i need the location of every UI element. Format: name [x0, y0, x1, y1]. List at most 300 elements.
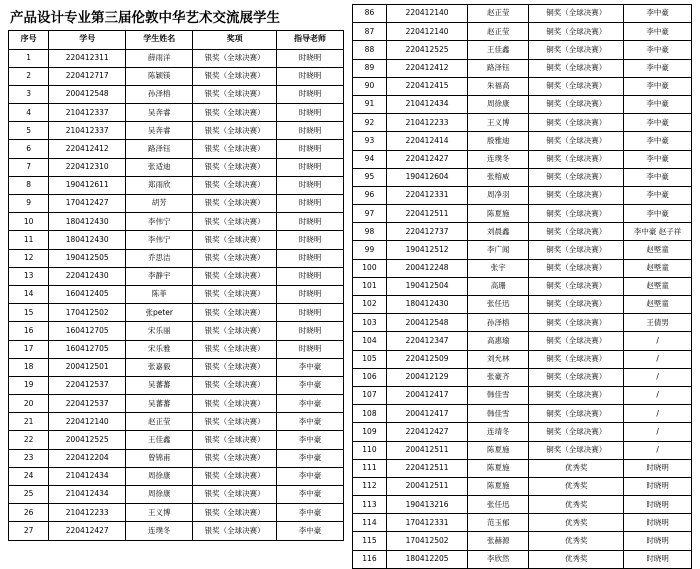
cell-teacher: 赵塈童	[624, 259, 692, 277]
cell-student-name: 张适迪	[126, 158, 193, 176]
cell-student-id: 210412434	[49, 467, 126, 485]
cell-award: 铜奖（全球决赛）	[529, 314, 624, 332]
cell-teacher: 时晓明	[276, 249, 343, 267]
cell-award: 银奖（全球决赛）	[193, 176, 277, 194]
cell-award: 银奖（全球决赛）	[193, 195, 277, 213]
table-row	[9, 267, 344, 285]
cell-award: 银奖（全球决赛）	[193, 522, 277, 540]
cell-award: 铜奖（全球决赛）	[529, 186, 624, 204]
cell-student-name: 曾锦甫	[126, 449, 193, 467]
cell-student-id: 220412140	[49, 413, 126, 431]
cell-teacher: 时晓明	[276, 231, 343, 249]
cell-award: 银奖（全球决赛）	[193, 376, 277, 394]
table-row	[353, 405, 692, 423]
cell-award: 银奖（全球决赛）	[193, 504, 277, 522]
cell-student-id: 160412705	[49, 340, 126, 358]
cell-student-name: 周徐康	[126, 486, 193, 504]
cell-teacher: 李中豪	[624, 150, 692, 168]
cell-student-id: 210412434	[49, 486, 126, 504]
cell-index: 22	[9, 431, 49, 449]
cell-student-name: 韩佳雪	[468, 405, 529, 423]
cell-student-name: 路泽钰	[468, 59, 529, 77]
cell-student-name: 张任迅	[468, 496, 529, 514]
cell-student-id: 180412205	[386, 550, 467, 568]
cell-teacher: 时晓明	[276, 49, 343, 67]
cell-teacher: 赵塈童	[624, 277, 692, 295]
cell-index: 86	[353, 5, 387, 23]
cell-index: 14	[9, 285, 49, 303]
cell-award: 银奖（全球决赛）	[193, 285, 277, 303]
table-row	[9, 49, 344, 67]
cell-award: 铜奖（全球决赛）	[529, 5, 624, 23]
cell-teacher: 李中豪	[624, 59, 692, 77]
table-row	[353, 550, 692, 568]
cell-teacher: /	[624, 423, 692, 441]
cell-index: 107	[353, 386, 387, 404]
table-row	[9, 140, 344, 158]
cell-award: 铜奖（全球决赛）	[529, 168, 624, 186]
cell-teacher: 时晓明	[276, 195, 343, 213]
cell-index: 26	[9, 504, 49, 522]
cell-student-id: 220412430	[49, 267, 126, 285]
cell-award: 银奖（全球决赛）	[193, 322, 277, 340]
cell-teacher: 李中豪	[624, 77, 692, 95]
table-row	[9, 522, 344, 540]
cell-award: 银奖（全球决赛）	[193, 104, 277, 122]
cell-student-name: 李伟宁	[126, 231, 193, 249]
cell-teacher: 时晓明	[276, 267, 343, 285]
cell-award: 铜奖（全球决赛）	[529, 241, 624, 259]
table-row	[353, 205, 692, 223]
table-row	[353, 223, 692, 241]
cell-student-name: 李静宇	[126, 267, 193, 285]
cell-student-id: 170412502	[49, 304, 126, 322]
cell-award: 优秀奖	[529, 514, 624, 532]
cell-index: 98	[353, 223, 387, 241]
cell-student-name: 李伟宁	[126, 213, 193, 231]
table-row	[353, 314, 692, 332]
cell-student-id: 200412129	[386, 368, 467, 386]
cell-index: 92	[353, 114, 387, 132]
cell-teacher: 时晓明	[624, 550, 692, 568]
cell-award: 银奖（全球决赛）	[193, 413, 277, 431]
table-row	[353, 496, 692, 514]
table-row	[9, 431, 344, 449]
cell-student-name: 赵正莹	[468, 5, 529, 23]
cell-index: 5	[9, 122, 49, 140]
cell-student-id: 200412248	[386, 259, 467, 277]
table-row	[9, 304, 344, 322]
cell-index: 108	[353, 405, 387, 423]
cell-teacher: 李中豪	[624, 114, 692, 132]
table-row	[9, 67, 344, 85]
table-row	[353, 186, 692, 204]
column-header-index: 序号	[9, 31, 49, 50]
table-row	[353, 332, 692, 350]
cell-teacher: 赵塈童	[624, 241, 692, 259]
cell-student-name: 郑雨欣	[126, 176, 193, 194]
cell-award: 银奖（全球决赛）	[193, 249, 277, 267]
cell-student-name: 陈夏施	[468, 477, 529, 495]
cell-teacher: 时晓明	[624, 514, 692, 532]
cell-student-id: 210412434	[386, 95, 467, 113]
cell-student-name: 李欣然	[468, 550, 529, 568]
cell-student-id: 220412427	[386, 150, 467, 168]
cell-award: 铜奖（全球决赛）	[529, 332, 624, 350]
cell-student-id: 220412427	[49, 522, 126, 540]
cell-teacher: 李中豪	[624, 41, 692, 59]
cell-student-name: 刘晨鑫	[468, 223, 529, 241]
cell-student-name: 周净羽	[468, 186, 529, 204]
table-row	[353, 277, 692, 295]
cell-index: 8	[9, 176, 49, 194]
cell-teacher: 时晓明	[624, 496, 692, 514]
cell-index: 111	[353, 459, 387, 477]
right-column	[352, 0, 700, 564]
cell-student-id: 210412233	[49, 504, 126, 522]
table-row	[9, 85, 344, 103]
table-row	[9, 231, 344, 249]
cell-award: 铜奖（全球决赛）	[529, 386, 624, 404]
cell-student-id: 180412430	[386, 296, 467, 314]
cell-teacher: 时晓明	[276, 122, 343, 140]
table-row	[353, 95, 692, 113]
cell-teacher: 李中豪	[624, 168, 692, 186]
cell-award: 铜奖（全球决赛）	[529, 223, 624, 241]
cell-student-id: 220412509	[386, 350, 467, 368]
table-row	[353, 241, 692, 259]
table-row	[353, 23, 692, 41]
cell-student-id: 220412311	[49, 49, 126, 67]
cell-student-id: 170412502	[386, 532, 467, 550]
cell-index: 96	[353, 186, 387, 204]
table-header-row	[9, 31, 344, 50]
cell-index: 87	[353, 23, 387, 41]
cell-index: 95	[353, 168, 387, 186]
cell-teacher: 李中豪	[276, 395, 343, 413]
cell-teacher: 李中豪	[276, 358, 343, 376]
cell-award: 银奖（全球决赛）	[193, 140, 277, 158]
cell-index: 1	[9, 49, 49, 67]
cell-student-name: 连靖冬	[468, 423, 529, 441]
cell-index: 102	[353, 296, 387, 314]
cell-index: 15	[9, 304, 49, 322]
cell-index: 18	[9, 358, 49, 376]
cell-index: 105	[353, 350, 387, 368]
cell-index: 110	[353, 441, 387, 459]
cell-student-name: 胡芳	[126, 195, 193, 213]
cell-teacher: 时晓明	[624, 532, 692, 550]
cell-student-id: 220412415	[386, 77, 467, 95]
cell-award: 银奖（全球决赛）	[193, 267, 277, 285]
cell-index: 20	[9, 395, 49, 413]
cell-student-name: 殷雅迪	[468, 132, 529, 150]
cell-student-name: 吴蕃蕃	[126, 376, 193, 394]
cell-student-id: 170412331	[386, 514, 467, 532]
cell-teacher: 李中豪	[624, 95, 692, 113]
left-column	[0, 0, 352, 535]
cell-award: 铜奖（全球决赛）	[529, 150, 624, 168]
cell-teacher: 李中豪	[624, 205, 692, 223]
cell-student-name: 乔思洁	[126, 249, 193, 267]
cell-award: 银奖（全球决赛）	[193, 358, 277, 376]
cell-student-id: 220412427	[386, 423, 467, 441]
cell-student-id: 220412537	[49, 376, 126, 394]
cell-student-id: 180412430	[49, 231, 126, 249]
cell-index: 106	[353, 368, 387, 386]
cell-teacher: 时晓明	[624, 477, 692, 495]
cell-student-id: 220412717	[49, 67, 126, 85]
cell-teacher: 李中豪	[276, 431, 343, 449]
cell-teacher: 李中豪	[276, 376, 343, 394]
table-row	[9, 486, 344, 504]
cell-index: 90	[353, 77, 387, 95]
cell-student-name: 王佳鑫	[468, 41, 529, 59]
cell-student-name: 高惠瑜	[468, 332, 529, 350]
cell-student-id: 220412347	[386, 332, 467, 350]
cell-award: 铜奖（全球决赛）	[529, 23, 624, 41]
cell-student-name: 张peter	[126, 304, 193, 322]
cell-teacher: 李中豪	[276, 467, 343, 485]
cell-index: 89	[353, 59, 387, 77]
cell-index: 25	[9, 486, 49, 504]
cell-student-id: 190412504	[386, 277, 467, 295]
cell-student-id: 190412611	[49, 176, 126, 194]
cell-student-name: 张榕威	[468, 168, 529, 186]
cell-award: 铜奖（全球决赛）	[529, 277, 624, 295]
table-row	[353, 150, 692, 168]
cell-student-name: 韩佳雪	[468, 386, 529, 404]
table-row	[9, 285, 344, 303]
cell-student-name: 陈夏施	[468, 441, 529, 459]
cell-award: 银奖（全球决赛）	[193, 67, 277, 85]
cell-student-id: 220412412	[386, 59, 467, 77]
table-row	[9, 322, 344, 340]
cell-award: 银奖（全球决赛）	[193, 231, 277, 249]
cell-student-id: 200412525	[49, 431, 126, 449]
table-row	[353, 168, 692, 186]
cell-student-id: 220412511	[386, 205, 467, 223]
cell-teacher: 时晓明	[276, 213, 343, 231]
cell-student-id: 190412505	[49, 249, 126, 267]
column-header-award: 奖项	[193, 31, 277, 50]
table-row	[353, 441, 692, 459]
cell-index: 93	[353, 132, 387, 150]
cell-index: 100	[353, 259, 387, 277]
cell-teacher: 时晓明	[276, 304, 343, 322]
cell-student-name: 刘允林	[468, 350, 529, 368]
cell-student-name: 陈颖镁	[126, 67, 193, 85]
column-header-student-id: 学号	[49, 31, 126, 50]
cell-award: 银奖（全球决赛）	[193, 122, 277, 140]
cell-student-name: 路泽钰	[126, 140, 193, 158]
cell-student-name: 吴奔睿	[126, 122, 193, 140]
table-row	[9, 376, 344, 394]
cell-student-name: 孙泽榕	[468, 314, 529, 332]
cell-index: 10	[9, 213, 49, 231]
cell-index: 12	[9, 249, 49, 267]
cell-student-id: 220412737	[386, 223, 467, 241]
cell-teacher: 李中豪	[624, 132, 692, 150]
cell-index: 4	[9, 104, 49, 122]
cell-award: 优秀奖	[529, 550, 624, 568]
cell-student-id: 210412337	[49, 104, 126, 122]
table-row	[353, 350, 692, 368]
cell-award: 银奖（全球决赛）	[193, 486, 277, 504]
cell-award: 铜奖（全球决赛）	[529, 114, 624, 132]
cell-award: 铜奖（全球决赛）	[529, 441, 624, 459]
cell-teacher: 时晓明	[276, 285, 343, 303]
cell-award: 银奖（全球决赛）	[193, 340, 277, 358]
cell-student-name: 赵正莹	[126, 413, 193, 431]
cell-student-id: 180412430	[49, 213, 126, 231]
cell-award: 银奖（全球决赛）	[193, 431, 277, 449]
table-row	[353, 114, 692, 132]
page-title: 产品设计专业第三届伦敦中华艺术交流展学生	[10, 10, 280, 26]
cell-index: 113	[353, 496, 387, 514]
cell-index: 94	[353, 150, 387, 168]
cell-teacher: 李中豪	[276, 449, 343, 467]
cell-student-id: 220412511	[386, 459, 467, 477]
cell-award: 银奖（全球决赛）	[193, 449, 277, 467]
cell-student-id: 200412501	[49, 358, 126, 376]
cell-award: 银奖（全球决赛）	[193, 304, 277, 322]
table-row	[353, 296, 692, 314]
cell-student-name: 高珊	[468, 277, 529, 295]
cell-award: 铜奖（全球决赛）	[529, 423, 624, 441]
cell-index: 112	[353, 477, 387, 495]
cell-student-id: 190412512	[386, 241, 467, 259]
cell-index: 114	[353, 514, 387, 532]
cell-teacher: /	[624, 332, 692, 350]
cell-teacher: 时晓明	[276, 176, 343, 194]
table-row	[9, 195, 344, 213]
cell-student-id: 220412414	[386, 132, 467, 150]
cell-student-name: 张豪齐	[468, 368, 529, 386]
table-row	[9, 340, 344, 358]
cell-award: 银奖（全球决赛）	[193, 49, 277, 67]
cell-student-name: 朱福高	[468, 77, 529, 95]
table-row	[353, 59, 692, 77]
cell-teacher: 时晓明	[624, 459, 692, 477]
cell-index: 24	[9, 467, 49, 485]
cell-student-id: 220412310	[49, 158, 126, 176]
table-row	[9, 104, 344, 122]
cell-award: 铜奖（全球决赛）	[529, 132, 624, 150]
table-row	[9, 358, 344, 376]
cell-student-name: 陈夏施	[468, 459, 529, 477]
cell-award: 银奖（全球决赛）	[193, 158, 277, 176]
cell-teacher: 时晓明	[276, 140, 343, 158]
cell-teacher: 王倩男	[624, 314, 692, 332]
table-row	[353, 368, 692, 386]
cell-student-id: 190412604	[386, 168, 467, 186]
cell-teacher: /	[624, 405, 692, 423]
cell-student-id: 190413216	[386, 496, 467, 514]
cell-teacher: 李中豪	[624, 5, 692, 23]
cell-index: 99	[353, 241, 387, 259]
cell-index: 7	[9, 158, 49, 176]
cell-index: 91	[353, 95, 387, 113]
cell-teacher: 李中豪	[276, 413, 343, 431]
cell-student-name: 吴蕃蕃	[126, 395, 193, 413]
cell-teacher: 赵塈童	[624, 296, 692, 314]
cell-index: 3	[9, 85, 49, 103]
cell-student-id: 160412705	[49, 322, 126, 340]
cell-award: 优秀奖	[529, 477, 624, 495]
cell-award: 铜奖（全球决赛）	[529, 77, 624, 95]
table-row	[9, 395, 344, 413]
cell-teacher: 李中豪	[276, 486, 343, 504]
cell-index: 116	[353, 550, 387, 568]
cell-student-id: 200412548	[49, 85, 126, 103]
table-row	[9, 249, 344, 267]
cell-student-id: 220412140	[386, 5, 467, 23]
cell-student-name: 李广闻	[468, 241, 529, 259]
cell-student-name: 孙泽榕	[126, 85, 193, 103]
cell-award: 铜奖（全球决赛）	[529, 259, 624, 277]
cell-student-name: 周徐康	[126, 467, 193, 485]
cell-teacher: 李中豪	[276, 522, 343, 540]
table-row	[9, 467, 344, 485]
cell-teacher: /	[624, 350, 692, 368]
cell-student-name: 赵正莹	[468, 23, 529, 41]
cell-student-id: 220412412	[49, 140, 126, 158]
cell-student-id: 200412417	[386, 386, 467, 404]
cell-teacher: 时晓明	[276, 322, 343, 340]
cell-award: 铜奖（全球决赛）	[529, 296, 624, 314]
cell-index: 17	[9, 340, 49, 358]
cell-award: 优秀奖	[529, 532, 624, 550]
cell-award: 优秀奖	[529, 496, 624, 514]
cell-student-id: 200412548	[386, 314, 467, 332]
cell-student-name: 王佳鑫	[126, 431, 193, 449]
cell-index: 23	[9, 449, 49, 467]
cell-student-name: 范玉郁	[468, 514, 529, 532]
cell-student-name: 张任迅	[468, 296, 529, 314]
cell-teacher: 李中豪	[624, 23, 692, 41]
cell-award: 银奖（全球决赛）	[193, 213, 277, 231]
table-row	[9, 158, 344, 176]
cell-teacher: 李中豪	[624, 186, 692, 204]
column-header-teacher: 指导老师	[276, 31, 343, 50]
cell-teacher: /	[624, 441, 692, 459]
cell-award: 铜奖（全球决赛）	[529, 41, 624, 59]
cell-teacher: 李中豪	[276, 504, 343, 522]
cell-student-name: 张赫源	[468, 532, 529, 550]
cell-index: 19	[9, 376, 49, 394]
table-row	[9, 413, 344, 431]
cell-student-id: 210412233	[386, 114, 467, 132]
cell-index: 101	[353, 277, 387, 295]
cell-student-name: 连璞冬	[468, 150, 529, 168]
cell-index: 109	[353, 423, 387, 441]
cell-teacher: 时晓明	[276, 67, 343, 85]
cell-student-name: 吴奔睿	[126, 104, 193, 122]
cell-award: 铜奖（全球决赛）	[529, 405, 624, 423]
cell-student-name: 王义博	[468, 114, 529, 132]
cell-award: 铜奖（全球决赛）	[529, 205, 624, 223]
cell-student-id: 200412417	[386, 405, 467, 423]
left-table	[8, 30, 344, 541]
table-row	[353, 259, 692, 277]
cell-index: 16	[9, 322, 49, 340]
cell-index: 2	[9, 67, 49, 85]
cell-teacher: 时晓明	[276, 85, 343, 103]
cell-award: 铜奖（全球决赛）	[529, 350, 624, 368]
cell-student-id: 220412331	[386, 186, 467, 204]
cell-teacher: 时晓明	[276, 104, 343, 122]
